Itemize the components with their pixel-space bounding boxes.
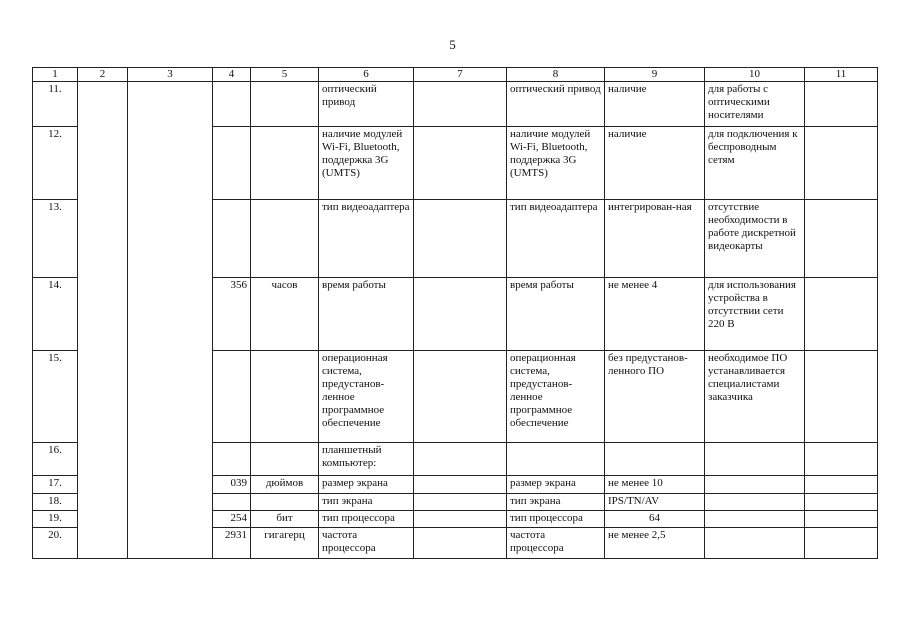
cell-parameter-2: размер экрана [507, 476, 605, 494]
cell-code [213, 200, 251, 278]
cell-code [213, 127, 251, 200]
cell-value: не менее 10 [605, 476, 705, 494]
cell-code [213, 494, 251, 511]
cell-unit: часов [251, 278, 319, 351]
cell-col7 [414, 511, 507, 528]
cell-col11 [805, 127, 878, 200]
column-header: 4 [213, 68, 251, 82]
cell-code: 356 [213, 278, 251, 351]
cell-parameter-2: тип процессора [507, 511, 605, 528]
cell-parameter: частота процессора [319, 528, 414, 559]
header-row [33, 68, 878, 82]
cell-justification: для подключения к беспроводным сетям [705, 127, 805, 200]
row-number: 20. [33, 528, 78, 559]
cell-parameter: размер экрана [319, 476, 414, 494]
cell-col11 [805, 351, 878, 443]
cell-value: наличие [605, 82, 705, 127]
cell-parameter-2: время работы [507, 278, 605, 351]
cell-justification [705, 511, 805, 528]
specification-table [32, 67, 878, 559]
cell-unit [251, 200, 319, 278]
cell-parameter: планшетный компьютер: [319, 443, 414, 476]
cell-value: без предустанов-ленного ПО [605, 351, 705, 443]
cell-col7 [414, 82, 507, 127]
column-header: 8 [507, 68, 605, 82]
cell-col11 [805, 511, 878, 528]
cell-col11 [805, 528, 878, 559]
cell-unit [251, 351, 319, 443]
cell-unit: дюймов [251, 476, 319, 494]
cell-parameter-2: операционная система, предустанов-ленное программное обеспечение [507, 351, 605, 443]
cell-value: не менее 4 [605, 278, 705, 351]
cell-value: IPS/TN/AV [605, 494, 705, 511]
cell-parameter-2: оптический привод [507, 82, 605, 127]
row-number: 19. [33, 511, 78, 528]
cell-justification [705, 443, 805, 476]
cell-unit: бит [251, 511, 319, 528]
cell-value: наличие [605, 127, 705, 200]
cell-col7 [414, 127, 507, 200]
cell-code [213, 82, 251, 127]
cell-col7 [414, 200, 507, 278]
table-row [33, 82, 878, 127]
cell-parameter-2 [507, 443, 605, 476]
row-number: 15. [33, 351, 78, 443]
row-number: 14. [33, 278, 78, 351]
cell-col7 [414, 528, 507, 559]
cell-unit [251, 494, 319, 511]
column-header: 5 [251, 68, 319, 82]
cell-col7 [414, 494, 507, 511]
cell-col11 [805, 476, 878, 494]
merged-cell-col3 [128, 82, 213, 559]
cell-justification: необходимое ПО устанавливается специалистами заказчика [705, 351, 805, 443]
cell-col11 [805, 494, 878, 511]
cell-parameter-2: частота процессора [507, 528, 605, 559]
cell-col11 [805, 82, 878, 127]
cell-value: не менее 2,5 [605, 528, 705, 559]
cell-unit [251, 127, 319, 200]
cell-parameter: тип видеоадаптера [319, 200, 414, 278]
cell-parameter: оптический привод [319, 82, 414, 127]
cell-unit [251, 443, 319, 476]
cell-parameter: наличие модулей Wi-Fi, Bluetooth, поддержка 3G (UMTS) [319, 127, 414, 200]
column-header: 1 [33, 68, 78, 82]
cell-col7 [414, 351, 507, 443]
cell-code [213, 351, 251, 443]
row-number: 18. [33, 494, 78, 511]
cell-parameter: время работы [319, 278, 414, 351]
cell-code: 039 [213, 476, 251, 494]
column-header: 9 [605, 68, 705, 82]
row-number: 13. [33, 200, 78, 278]
row-number: 17. [33, 476, 78, 494]
cell-col7 [414, 476, 507, 494]
cell-col7 [414, 443, 507, 476]
row-number: 12. [33, 127, 78, 200]
cell-value: интегрирован-ная [605, 200, 705, 278]
cell-parameter-2: тип экрана [507, 494, 605, 511]
cell-justification [705, 528, 805, 559]
row-number: 16. [33, 443, 78, 476]
cell-value [605, 443, 705, 476]
cell-justification: отсутствие необходимости в работе дискретной видеокарты [705, 200, 805, 278]
cell-col11 [805, 278, 878, 351]
cell-code [213, 443, 251, 476]
cell-justification: для работы с оптическими носителями [705, 82, 805, 127]
column-header: 6 [319, 68, 414, 82]
cell-justification [705, 494, 805, 511]
column-header: 2 [78, 68, 128, 82]
cell-justification: для использования устройства в отсутствии сети 220 В [705, 278, 805, 351]
cell-parameter: операционная система, предустанов-ленное программное обеспечение [319, 351, 414, 443]
merged-cell-col2 [78, 82, 128, 559]
cell-unit [251, 82, 319, 127]
column-header: 10 [705, 68, 805, 82]
page-number: 5 [449, 37, 456, 52]
column-header: 11 [805, 68, 878, 82]
cell-parameter: тип экрана [319, 494, 414, 511]
row-number: 11. [33, 82, 78, 127]
cell-code: 254 [213, 511, 251, 528]
column-header: 3 [128, 68, 213, 82]
cell-parameter: тип процессора [319, 511, 414, 528]
cell-col7 [414, 278, 507, 351]
cell-value: 64 [605, 511, 705, 528]
cell-col11 [805, 443, 878, 476]
cell-justification [705, 476, 805, 494]
cell-code: 2931 [213, 528, 251, 559]
cell-unit: гигагерц [251, 528, 319, 559]
cell-parameter-2: наличие модулей Wi-Fi, Bluetooth, поддержка 3G (UMTS) [507, 127, 605, 200]
column-header: 7 [414, 68, 507, 82]
cell-parameter-2: тип видеоадаптера [507, 200, 605, 278]
cell-col11 [805, 200, 878, 278]
